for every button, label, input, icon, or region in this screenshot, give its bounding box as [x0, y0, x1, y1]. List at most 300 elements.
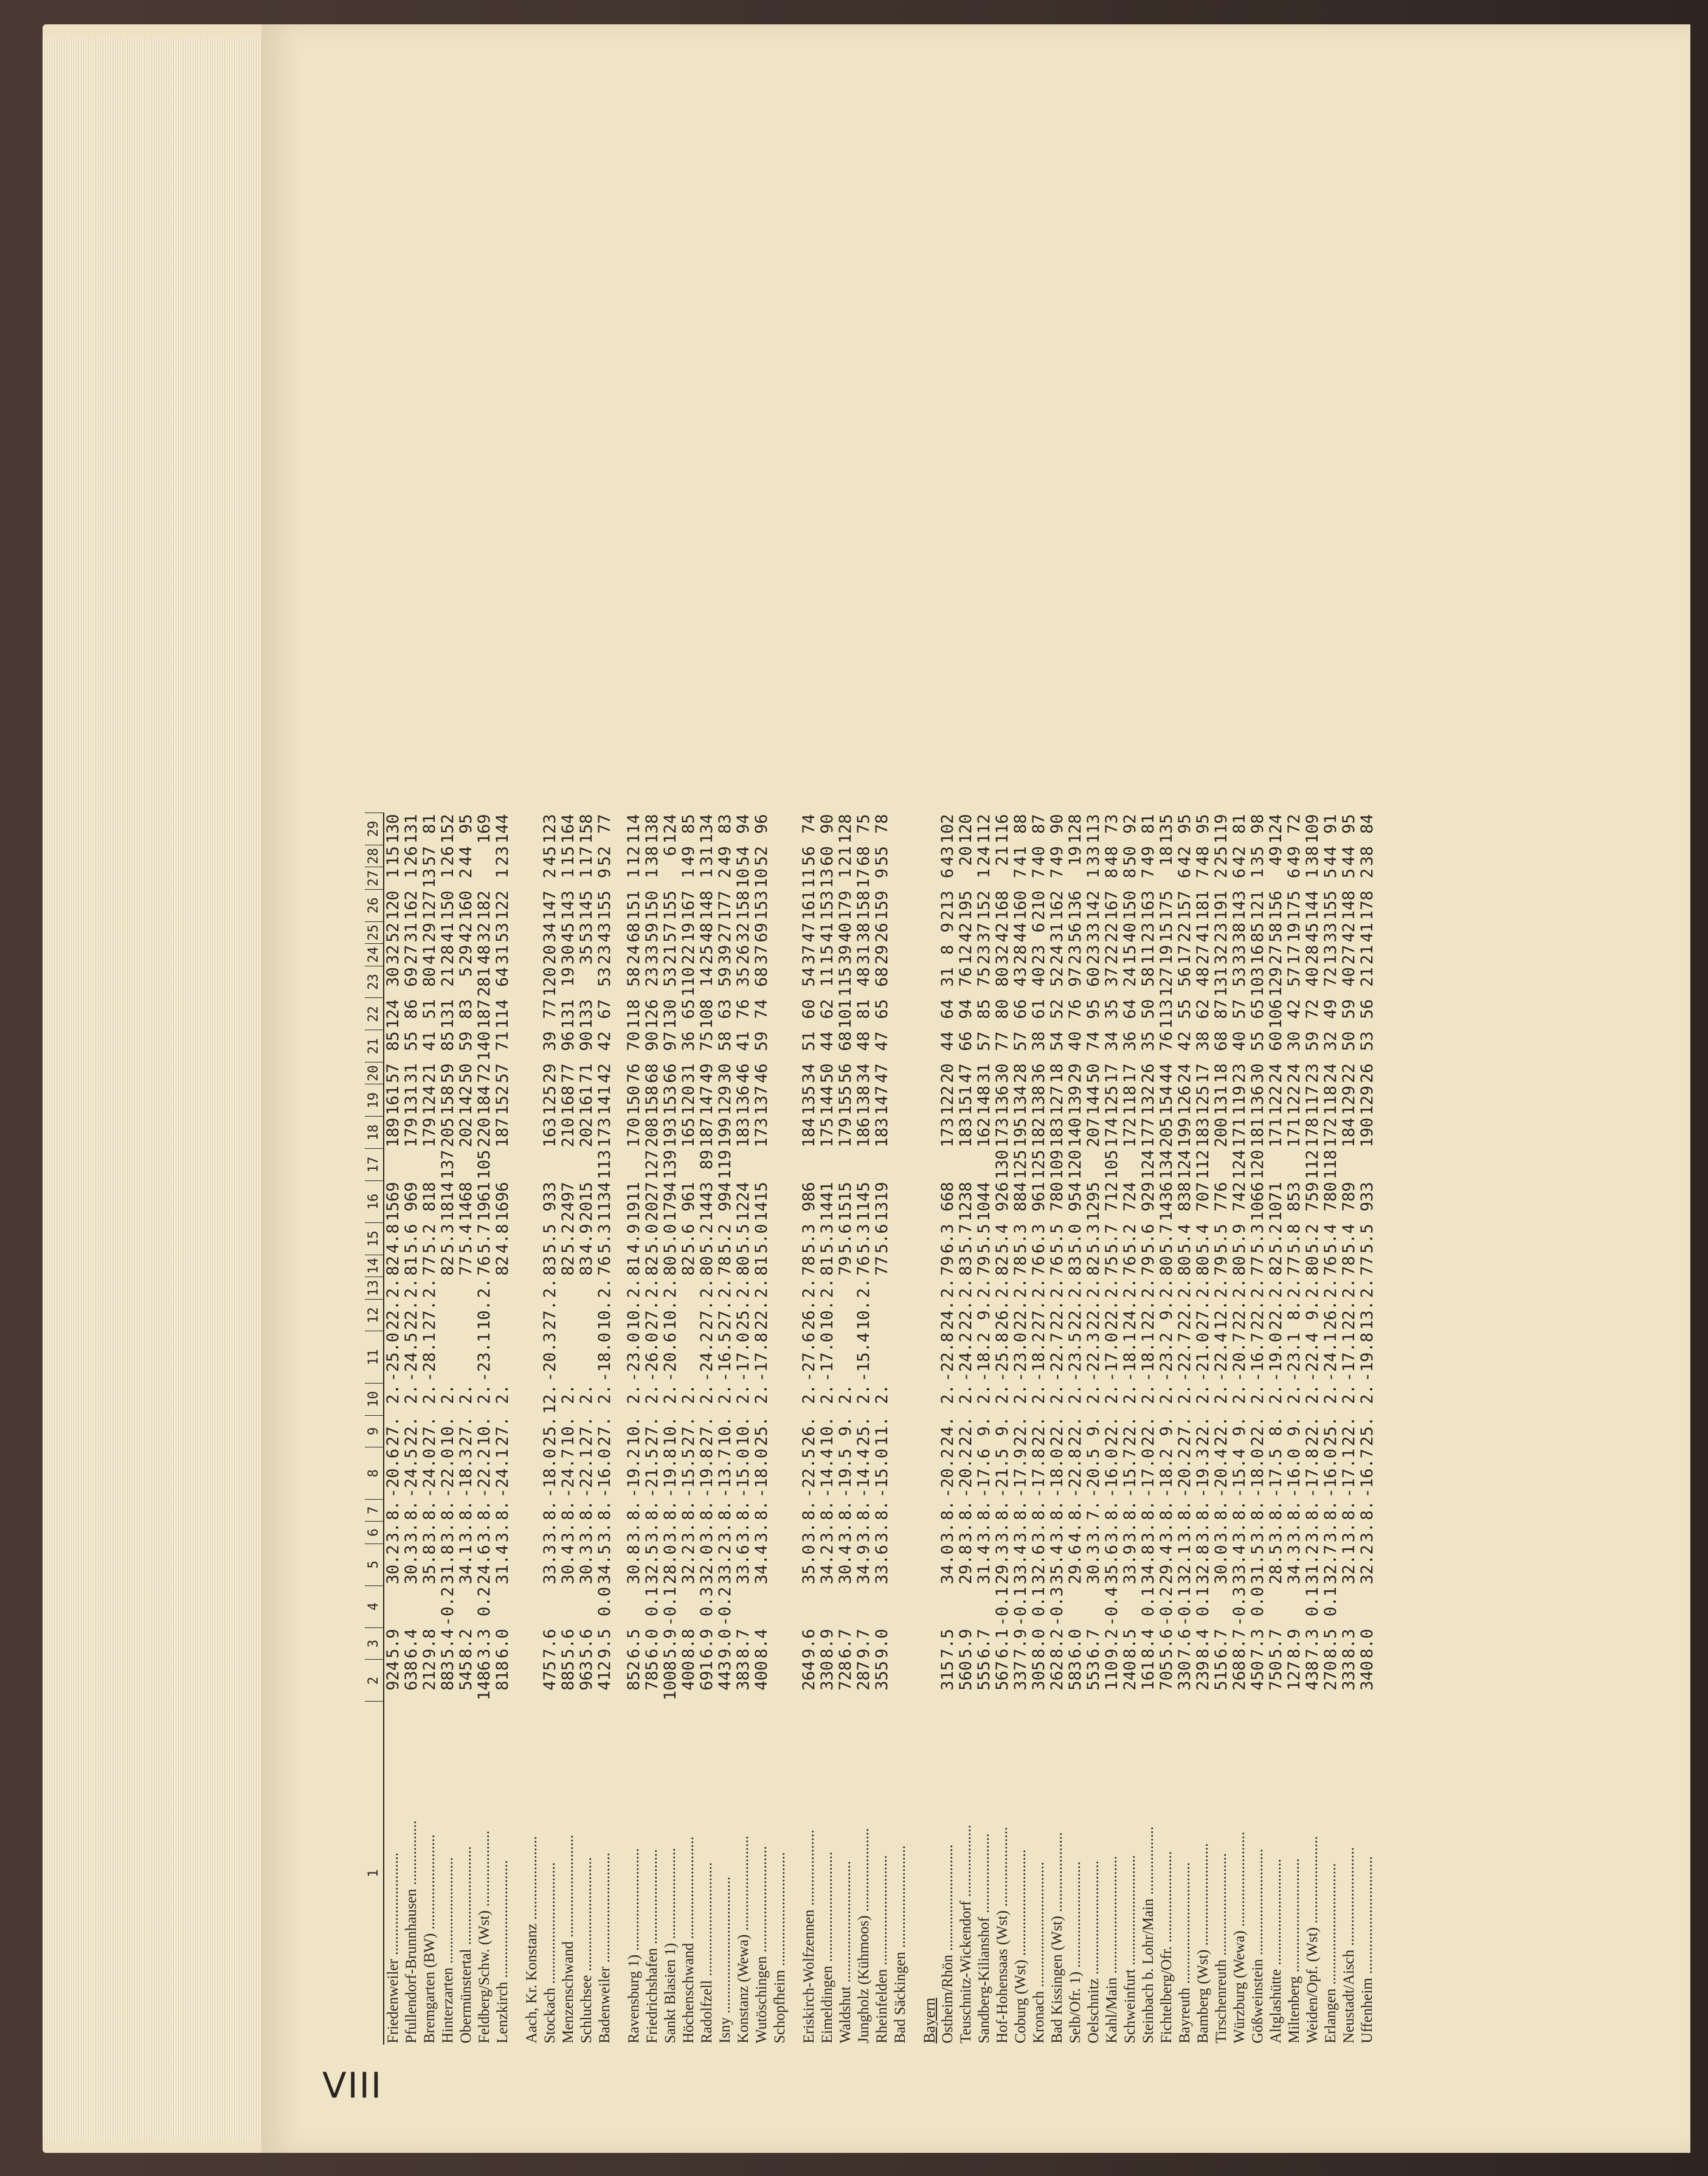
table-cell: 82 — [384, 1256, 403, 1276]
table-cell: 66 — [1011, 999, 1030, 1019]
table-cell: 85 — [438, 1031, 457, 1052]
table-cell: 2. — [1139, 1278, 1158, 1298]
table-cell: 79 — [836, 1256, 855, 1276]
table-row — [578, 813, 596, 2045]
table-cell: 28 — [1303, 944, 1322, 965]
table-cell: 30 — [1285, 1031, 1304, 1052]
table-cell — [771, 966, 789, 998]
table-cell — [975, 1585, 994, 1627]
table-cell: 2. — [854, 1384, 873, 1404]
table-cell: 0.3 — [697, 1587, 716, 1616]
table-cell: 2. — [1194, 1278, 1212, 1298]
table-row — [384, 813, 403, 2045]
table-cell: 33.9 — [1121, 1545, 1139, 1585]
table-cell: 2. — [1321, 1278, 1340, 1298]
table-cell: 22 — [1340, 1063, 1358, 1083]
table-cell: -16.5 — [716, 1332, 735, 1382]
table-cell — [891, 813, 910, 845]
table-cell — [523, 1627, 541, 1660]
table-cell: 27. — [384, 1416, 403, 1446]
table-cell: 8.7 — [734, 1629, 753, 1658]
table-cell: 81 — [420, 814, 439, 834]
table-cell: 178 — [1358, 890, 1377, 921]
table-cell: -24.1 — [493, 1448, 512, 1499]
table-cell: 130 — [993, 1149, 1012, 1180]
table-cell: 22. — [1212, 1416, 1231, 1446]
table-cell: 205 — [1157, 1117, 1176, 1148]
table-cell — [771, 1331, 789, 1383]
table-cell: -20.6 — [661, 1332, 680, 1382]
table-row — [855, 813, 873, 2045]
table-cell: 76 — [854, 1256, 873, 1276]
station-name: Friedrichshafen ......................... — [644, 1849, 660, 2043]
table-cell: 24 — [1175, 1063, 1194, 1083]
table-cell — [1121, 1585, 1139, 1627]
table-cell: 15 — [1157, 923, 1176, 943]
table-cell — [771, 889, 789, 921]
table-cell: 127 — [1157, 967, 1176, 997]
table-cell: -0.1 — [1175, 1587, 1194, 1627]
table-cell: 80 — [1303, 1256, 1322, 1276]
table-cell — [523, 1062, 541, 1084]
table-cell: 79 — [1212, 1256, 1231, 1276]
table-cell: 5.3 — [595, 1224, 614, 1254]
station-name: Selb/Ofr. 1) ............................ — [1067, 1861, 1084, 2043]
table-cell — [891, 1627, 910, 1660]
table-cell — [837, 1149, 855, 1181]
table-cell: 40 — [1066, 1031, 1085, 1052]
table-cell — [578, 1299, 596, 1331]
table-cell: 270 — [1321, 1660, 1340, 1691]
table-cell: 138 — [1029, 1086, 1048, 1115]
table-row — [1158, 813, 1176, 2045]
table-cell: 42 — [1285, 999, 1304, 1019]
table-cell: -24.2 — [956, 1332, 975, 1382]
table-cell: 40 — [836, 923, 855, 943]
table-cell: 2. — [384, 1384, 403, 1404]
table-cell: 7. — [1084, 1500, 1103, 1520]
table-cell: 109 — [1048, 1149, 1067, 1180]
table-cell: 174 — [1102, 1117, 1121, 1148]
table-cell: 187 — [697, 1117, 716, 1148]
table-cell — [662, 867, 680, 890]
table-cell: 125 — [1029, 1149, 1048, 1180]
table-cell — [771, 1149, 789, 1181]
table-cell: 27. — [697, 1300, 716, 1330]
table-cell: 2. — [1358, 1384, 1377, 1404]
station-name: Bad Säckingen ........................... — [892, 1845, 908, 2043]
table-cell: 207 — [1084, 1117, 1103, 1148]
station-name: Wutöschingen ............................ — [753, 1846, 770, 2043]
table-cell: 750 — [1267, 1660, 1285, 1691]
group-gap — [614, 813, 625, 2045]
table-cell: 163 — [541, 1117, 559, 1148]
table-cell: 30.3 — [577, 1545, 596, 1585]
table-row — [625, 813, 643, 2045]
table-cell — [403, 1149, 421, 1181]
table-cell: 138 — [854, 1086, 873, 1115]
table-cell: 6.1 — [993, 1629, 1012, 1658]
table-cell: 19 — [1066, 846, 1085, 866]
table-cell: 112 — [1303, 1149, 1322, 1180]
table-cell: 22. — [402, 1416, 421, 1446]
table-cell: 81 — [818, 1256, 837, 1276]
table-cell: 5.5 — [1212, 1224, 1231, 1254]
table-cell: 3. — [1267, 1522, 1285, 1543]
table-cell: 59 — [1340, 999, 1358, 1019]
table-cell: -0.3 — [1048, 1587, 1067, 1627]
table-cell: 5.3 — [1248, 1224, 1267, 1254]
table-cell — [771, 998, 789, 1030]
table-cell: 118 — [1121, 1086, 1139, 1115]
table-cell: 2. — [1212, 1384, 1231, 1404]
table-cell: 37 — [975, 923, 994, 943]
table-cell: 82 — [1267, 1256, 1285, 1276]
table-cell: 72 — [1303, 999, 1322, 1019]
table-cell: -24.5 — [402, 1332, 421, 1382]
table-cell: 7 — [1139, 868, 1158, 879]
table-cell: 161 — [577, 1086, 596, 1115]
table-cell: 0.0 — [595, 1587, 614, 1616]
table-cell: 759 — [1303, 1182, 1322, 1212]
table-cell — [771, 1030, 789, 1062]
page-number: VIII — [322, 2065, 382, 2106]
table-cell: 119 — [1230, 1086, 1249, 1115]
table-cell: 38 — [1358, 846, 1377, 866]
table-cell: 1 — [438, 868, 457, 879]
table-cell — [891, 1277, 910, 1300]
table-cell: -28.1 — [420, 1332, 439, 1382]
table-cell: 103 — [1248, 967, 1267, 997]
table-cell: 3. — [541, 1522, 559, 1543]
table-cell: 33.4 — [1230, 1545, 1249, 1585]
table-cell: 87 — [1029, 814, 1048, 834]
table-cell: 7 — [1011, 868, 1030, 879]
table-cell: 38 — [1303, 846, 1322, 866]
table-cell: 6 — [1230, 868, 1249, 879]
table-cell: 10. — [818, 1416, 837, 1446]
table-cell: 155 — [595, 890, 614, 921]
table-cell: 187 — [493, 1117, 512, 1148]
table-cell: 47 — [956, 1063, 975, 1083]
table-cell — [523, 1255, 541, 1277]
table-cell: 25 — [697, 944, 716, 965]
table-cell: 2. — [577, 1384, 596, 1404]
station-name: Oelschnitz .............................. — [1085, 1860, 1102, 2043]
table-cell: 400 — [752, 1660, 771, 1691]
table-row — [1048, 813, 1067, 2045]
table-cell: 150 — [1121, 890, 1139, 921]
table-cell: 1569 — [384, 1182, 403, 1222]
table-cell: 39 — [541, 1031, 559, 1052]
table-cell: 53 — [577, 923, 596, 943]
table-cell: 50 — [1139, 999, 1158, 1019]
table-cell: 119 — [1212, 814, 1231, 844]
table-cell: 9.2 — [1102, 1629, 1121, 1658]
table-cell: 1 — [679, 868, 698, 879]
table-cell: 160 — [1011, 890, 1030, 921]
table-cell — [523, 944, 541, 966]
table-cell — [771, 1585, 789, 1627]
table-cell: -16.0 — [1285, 1448, 1304, 1499]
table-cell: 12 — [956, 944, 975, 965]
table-cell: 22. — [1340, 1416, 1358, 1446]
table-cell: -20.6 — [384, 1448, 403, 1499]
table-cell: 6.5 — [624, 1629, 643, 1658]
table-cell: -15.5 — [679, 1448, 698, 1499]
table-cell: 59 — [716, 967, 735, 987]
table-cell: 33.2 — [716, 1545, 735, 1585]
table-cell: 125 — [1102, 1086, 1121, 1115]
table-cell: 17 — [1102, 1063, 1121, 1083]
table-cell: 27 — [402, 944, 421, 965]
table-cell: 183 — [734, 1117, 753, 1148]
table-cell: 59 — [1303, 1031, 1322, 1052]
table-cell — [891, 1084, 910, 1117]
table-cell: 9. — [1303, 1300, 1322, 1320]
table-cell: 33 — [1084, 923, 1103, 943]
table-cell: 2. — [993, 1278, 1012, 1298]
table-cell: 179 — [402, 1117, 421, 1148]
table-cell: 240 — [1121, 1660, 1139, 1691]
table-cell: 70 — [624, 1031, 643, 1052]
table-cell: 15 — [818, 944, 837, 965]
table-cell: 30 — [716, 1063, 735, 1083]
table-cell: 5.2 — [716, 1224, 735, 1254]
table-cell: 3. — [595, 1522, 614, 1543]
table-cell: 8. — [420, 1500, 439, 1520]
table-cell: 3. — [1285, 1522, 1304, 1543]
table-cell — [771, 1415, 789, 1447]
table-cell: 41 — [420, 944, 439, 965]
table-cell — [891, 1331, 910, 1383]
table-cell: -22.2 — [475, 1448, 494, 1499]
table-cell: 12 — [624, 846, 643, 866]
station-name: Bremgarten (BW) ......................... — [421, 1834, 438, 2043]
table-cell: 30 — [384, 967, 403, 987]
table-cell: 8 — [1102, 868, 1121, 879]
table-cell: 154 — [1157, 1086, 1176, 1115]
table-cell: 8. — [457, 1500, 475, 1520]
table-cell — [1285, 1149, 1304, 1181]
station-name: Bayreuth ................................ — [1177, 1862, 1193, 2043]
table-cell: 80 — [734, 1256, 753, 1276]
table-cell — [891, 889, 910, 921]
table-cell: 114 — [493, 999, 512, 1029]
table-cell: 2. — [438, 1384, 457, 1404]
table-cell — [1267, 1585, 1285, 1627]
table-cell: 124 — [420, 1086, 439, 1115]
column-header-6: 6 — [365, 1522, 384, 1544]
table-cell: 583 — [1066, 1660, 1085, 1691]
table-cell: 7.5 — [938, 1629, 957, 1658]
climate-data-table — [365, 813, 1377, 2045]
table-cell: 0.2 — [475, 1587, 494, 1616]
table-cell: 16 — [1248, 944, 1267, 965]
table-cell — [771, 1222, 789, 1255]
table-cell: 41 — [1011, 846, 1030, 866]
table-cell: 3. — [1102, 1522, 1121, 1543]
table-cell: 6 — [938, 868, 957, 879]
table-cell: 340 — [1358, 1660, 1377, 1691]
table-cell: 68 — [836, 1031, 855, 1052]
table-cell: 8. — [800, 1500, 818, 1520]
table-cell: 40 — [1340, 967, 1358, 987]
table-cell: -0.2 — [1157, 1587, 1176, 1627]
table-cell: 50 — [457, 1063, 475, 1083]
table-cell: 96 — [752, 814, 771, 834]
table-cell: -17.1 — [1340, 1332, 1358, 1382]
table-cell — [523, 1299, 541, 1331]
table-cell: 1008 — [661, 1660, 680, 1700]
table-cell: 10. — [661, 1300, 680, 1330]
table-cell: -23.0 — [624, 1332, 643, 1382]
table-cell: 780 — [1321, 1182, 1340, 1212]
table-cell: 27. — [643, 1300, 662, 1330]
table-cell: 77 — [541, 999, 559, 1019]
table-cell: -15.7 — [1121, 1448, 1139, 1499]
table-cell: 80 — [1175, 1256, 1194, 1276]
table-cell — [494, 1331, 512, 1383]
table-cell: 10. — [624, 1416, 643, 1446]
table-cell: 2. — [836, 1384, 855, 1404]
table-cell: 83 — [577, 1256, 596, 1276]
table-cell: 2 — [716, 868, 735, 879]
table-cell: 80 — [1157, 1256, 1176, 1276]
table-cell: 59 — [643, 923, 662, 943]
table-cell: 40 — [1230, 1031, 1249, 1052]
table-cell: 27. — [643, 1416, 662, 1446]
table-cell: 168 — [559, 1086, 578, 1115]
table-cell: 52 — [1048, 967, 1067, 987]
table-cell: 400 — [679, 1660, 698, 1691]
table-cell: 23 — [1029, 944, 1048, 965]
table-cell: 2. — [1011, 1278, 1030, 1298]
table-cell: 184 — [1340, 1117, 1358, 1148]
table-cell: 75 — [697, 1031, 716, 1052]
table-cell: 187 — [475, 999, 494, 1029]
table-cell — [753, 1585, 771, 1627]
table-cell: 172 — [1321, 1117, 1340, 1148]
table-cell: 1415 — [752, 1182, 771, 1222]
table-cell: 5.4 — [457, 1224, 475, 1254]
table-cell: 2. — [661, 1384, 680, 1404]
table-cell: 182 — [475, 890, 494, 921]
table-cell: 161 — [1139, 1660, 1158, 1691]
table-cell: 2. — [1048, 1384, 1067, 1404]
table-cell: 155 — [1321, 890, 1340, 921]
table-cell: 1238 — [956, 1182, 975, 1222]
table-cell: 8. — [836, 1500, 855, 1520]
table-cell: 54 — [734, 846, 753, 866]
table-cell: 77 — [993, 1031, 1012, 1052]
table-cell: 177 — [716, 890, 735, 921]
table-cell: 123 — [541, 814, 559, 844]
table-cell: 30.4 — [559, 1545, 578, 1585]
station-name: Kahl/Main ............................... — [1104, 1855, 1120, 2043]
table-cell: 32 — [1321, 1031, 1340, 1052]
table-cell: 56 — [800, 846, 818, 866]
table-row — [975, 813, 994, 2045]
table-cell: 13 — [818, 868, 837, 889]
table-cell: 27. — [1029, 1300, 1048, 1330]
table-cell: 3. — [836, 1522, 855, 1543]
table-cell: 3.3 — [475, 1629, 494, 1658]
table-cell: 42 — [1175, 1031, 1194, 1052]
table-cell: 4.9 — [577, 1224, 596, 1254]
table-cell: 131 — [1212, 967, 1231, 997]
table-cell: 5.7 — [1157, 1224, 1176, 1254]
table-cell: 555 — [975, 1660, 994, 1691]
table-cell: 1441 — [818, 1182, 837, 1222]
table-cell: 41 — [438, 923, 457, 943]
table-cell: 124 — [384, 999, 403, 1029]
table-row — [1285, 813, 1304, 2045]
table-cell — [1121, 1149, 1139, 1181]
table-cell — [771, 1084, 789, 1117]
table-cell: 29.4 — [1157, 1545, 1176, 1585]
table-cell: 6.3 — [1029, 1224, 1048, 1254]
table-cell: 79 — [938, 1256, 957, 1276]
table-cell: 52 — [595, 846, 614, 866]
table-cell: 71 — [493, 1031, 512, 1052]
table-cell: 139 — [1066, 1086, 1085, 1115]
table-cell: 81 — [854, 999, 873, 1019]
table-cell: 173 — [595, 1117, 614, 1148]
table-cell: 148 — [975, 1086, 994, 1115]
table-cell: 22. — [956, 1300, 975, 1330]
table-cell: 333 — [1340, 1660, 1358, 1691]
table-cell: 6 — [661, 846, 680, 856]
table-cell: 8. — [1285, 1300, 1304, 1320]
table-cell: 3. — [438, 1522, 457, 1543]
table-cell: -0.1 — [1011, 1587, 1030, 1627]
table-cell: 83 — [541, 1256, 559, 1276]
table-cell: 22 — [1175, 923, 1194, 943]
table-cell: 6 — [1175, 868, 1194, 879]
table-row — [523, 813, 541, 2045]
table-cell: 2. — [624, 1278, 643, 1298]
station-name: Obermünstertal .......................... — [458, 1846, 474, 2043]
table-cell: 173 — [938, 1117, 957, 1148]
table-cell: 22. — [752, 1300, 771, 1330]
table-cell: 128 — [836, 814, 855, 844]
table-cell: 82 — [438, 1256, 457, 1276]
table-cell — [523, 1030, 541, 1062]
table-cell: 10. — [438, 1416, 457, 1446]
table-cell: 8. — [577, 1500, 596, 1520]
table-cell — [439, 1277, 457, 1300]
table-cell: 167 — [1102, 890, 1121, 921]
table-cell — [891, 1585, 910, 1627]
table-row — [716, 813, 735, 2045]
table-cell: -22.8 — [1066, 1448, 1085, 1499]
table-cell: 26. — [800, 1416, 818, 1446]
table-cell: -15.4 — [1230, 1448, 1249, 1499]
table-cell: 169 — [475, 814, 494, 844]
table-cell: 3. — [1048, 1522, 1067, 1543]
table-cell: 75 — [975, 967, 994, 987]
station-name: Aach, Kr. Konstanz ...................... — [524, 1836, 540, 2043]
table-cell: 124 — [1267, 814, 1285, 844]
table-cell: 315 — [938, 1660, 957, 1691]
table-row — [1340, 813, 1358, 2045]
table-cell: 23 — [1212, 923, 1231, 943]
table-cell: 44 — [1321, 846, 1340, 866]
table-cell: 2. — [402, 1384, 421, 1404]
table-cell: 95 — [1084, 999, 1103, 1019]
station-name: Tirschenreuth ........................... — [1213, 1853, 1229, 2043]
